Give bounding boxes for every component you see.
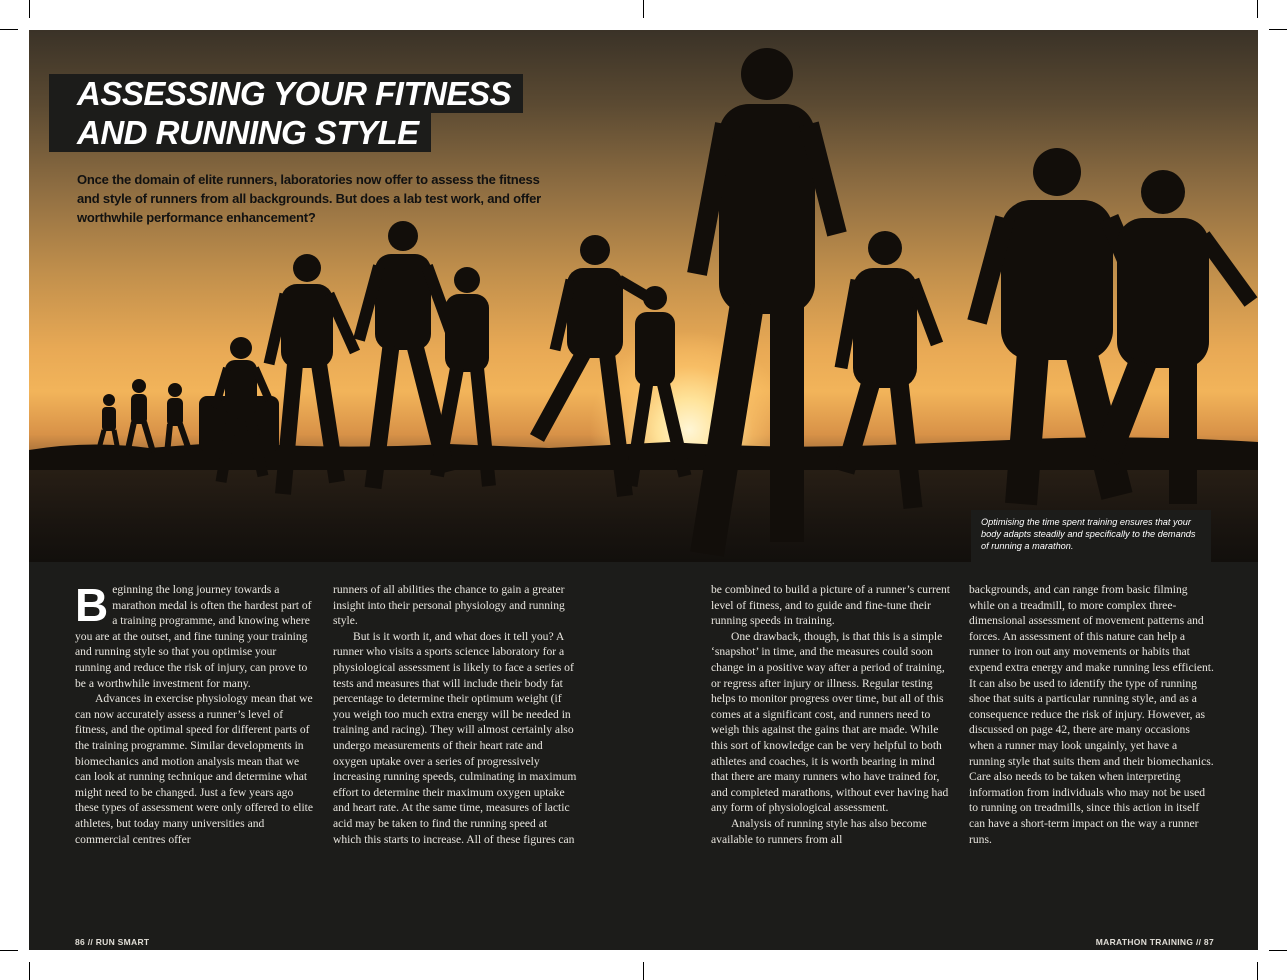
headline <box>49 74 523 152</box>
crop-mark <box>29 0 30 18</box>
paragraph: be combined to build a picture of a runner’s current level of fitness, and to guide and fine-tune their running speeds in training. <box>711 583 950 628</box>
paragraph: Advances in exercise physiology mean that we can now accurately assess a runner’s level of fitness, and the optimal speed for different parts of the training programme. Similar developments in biomechanics and motion analysis mean that we can look at running technique and determine what might need to be changed. Just a few years ago these types of assessment were only offered to elite athletes, but today many universities and commercial centres offer <box>75 692 314 846</box>
paragraph: eginning the long journey towards a marathon medal is often the hardest part of a training programme, and knowing where you are at the outset, and fine tuning your training and running style so that you optimise your running and reduce the risk of injury, can prove to be a worthwhile investment for many. <box>75 583 312 690</box>
photo-caption: Optimising the time spent training ensures that your body adapts steadily and specifically to the demands of running a marathon. <box>971 510 1211 562</box>
paragraph: runners of all abilities the chance to gain a greater insight into their personal physiology and running style. <box>333 583 565 628</box>
paragraph: One drawback, though, is that this is a simple ‘snapshot’ in time, and the measures could soon change in a positive way after a period of training, or regress after injury or illness. Regular testing helps to monitor progress over time, but all of this comes at a significant cost, and runners need to weigh this against the gains that are made. While this sort of knowledge can be very helpful to both athletes and coaches, it is worth bearing in mind that there are many runners who have trained for, and completed marathons, without ever having had any form of physiological assessment. <box>711 629 949 815</box>
body-column-1 <box>75 579 315 847</box>
body-column-2 <box>333 582 577 847</box>
crop-mark <box>0 29 18 30</box>
runners-sunset-photo <box>29 30 1258 562</box>
crop-mark <box>0 950 18 951</box>
body-column-4 <box>969 582 1215 847</box>
magazine-spread <box>29 30 1258 950</box>
standfirst: Once the domain of elite runners, laboratories now offer to assess the fitness and style of runners from all backgrounds. But does a lab test work, and offer worthwhile performance enhancement? <box>77 172 542 225</box>
crop-mark <box>1257 962 1258 980</box>
headline-line-1: ASSESSING YOUR FITNESS <box>49 74 523 113</box>
crop-mark <box>1269 950 1287 951</box>
paragraph: But is it worth it, and what does it tell you? A runner who visits a sports science laboratory for a physiological assessment is likely to face a series of tests and measures that will include their body fat percentage to determine their optimum weight (if you weigh too much extra energy will be needed in training and racing). They will almost certainly also undergo measurements of their heart rate and oxygen uptake over a series of progressively increasing running speeds, culminating in maximum effort to determine their maximum oxygen uptake and heart rate. At the same time, measures of lactic acid may be taken to find the running speed at which this starts to increase. All of these figures can <box>333 629 577 846</box>
crop-mark <box>643 962 644 980</box>
body-column-3 <box>711 582 955 847</box>
paragraph: Analysis of running style has also become available to runners from all <box>711 816 927 846</box>
headline-line-2: AND RUNNING STYLE <box>49 113 431 152</box>
drop-cap: B <box>75 579 109 631</box>
folio-right: MARATHON TRAINING // 87 <box>1095 937 1214 947</box>
crop-mark <box>1269 29 1287 30</box>
crop-mark <box>1257 0 1258 18</box>
paragraph: backgrounds, and can range from basic filming while on a treadmill, to more complex three-dimensional assessment of movement patterns and forces. An assessment of this nature can help a runner to iron out any movements or habits that expend extra energy and make running less efficient. It can also be used to identify the type of running shoe that suits a particular running style, and as a consequence reduce the risk of injury. However, as discussed on page 42, there are many occasions when a runner may look ungainly, yet have a running style that suits them and their biomechanics. Care also needs to be taken when interpreting information from individuals who may not be used to running on treadmills, since this action in itself can have a short-term impact on the way a runner runs. <box>969 583 1214 846</box>
crop-mark <box>29 962 30 980</box>
folio-left: 86 // RUN SMART <box>75 937 150 947</box>
crop-mark <box>643 0 644 18</box>
